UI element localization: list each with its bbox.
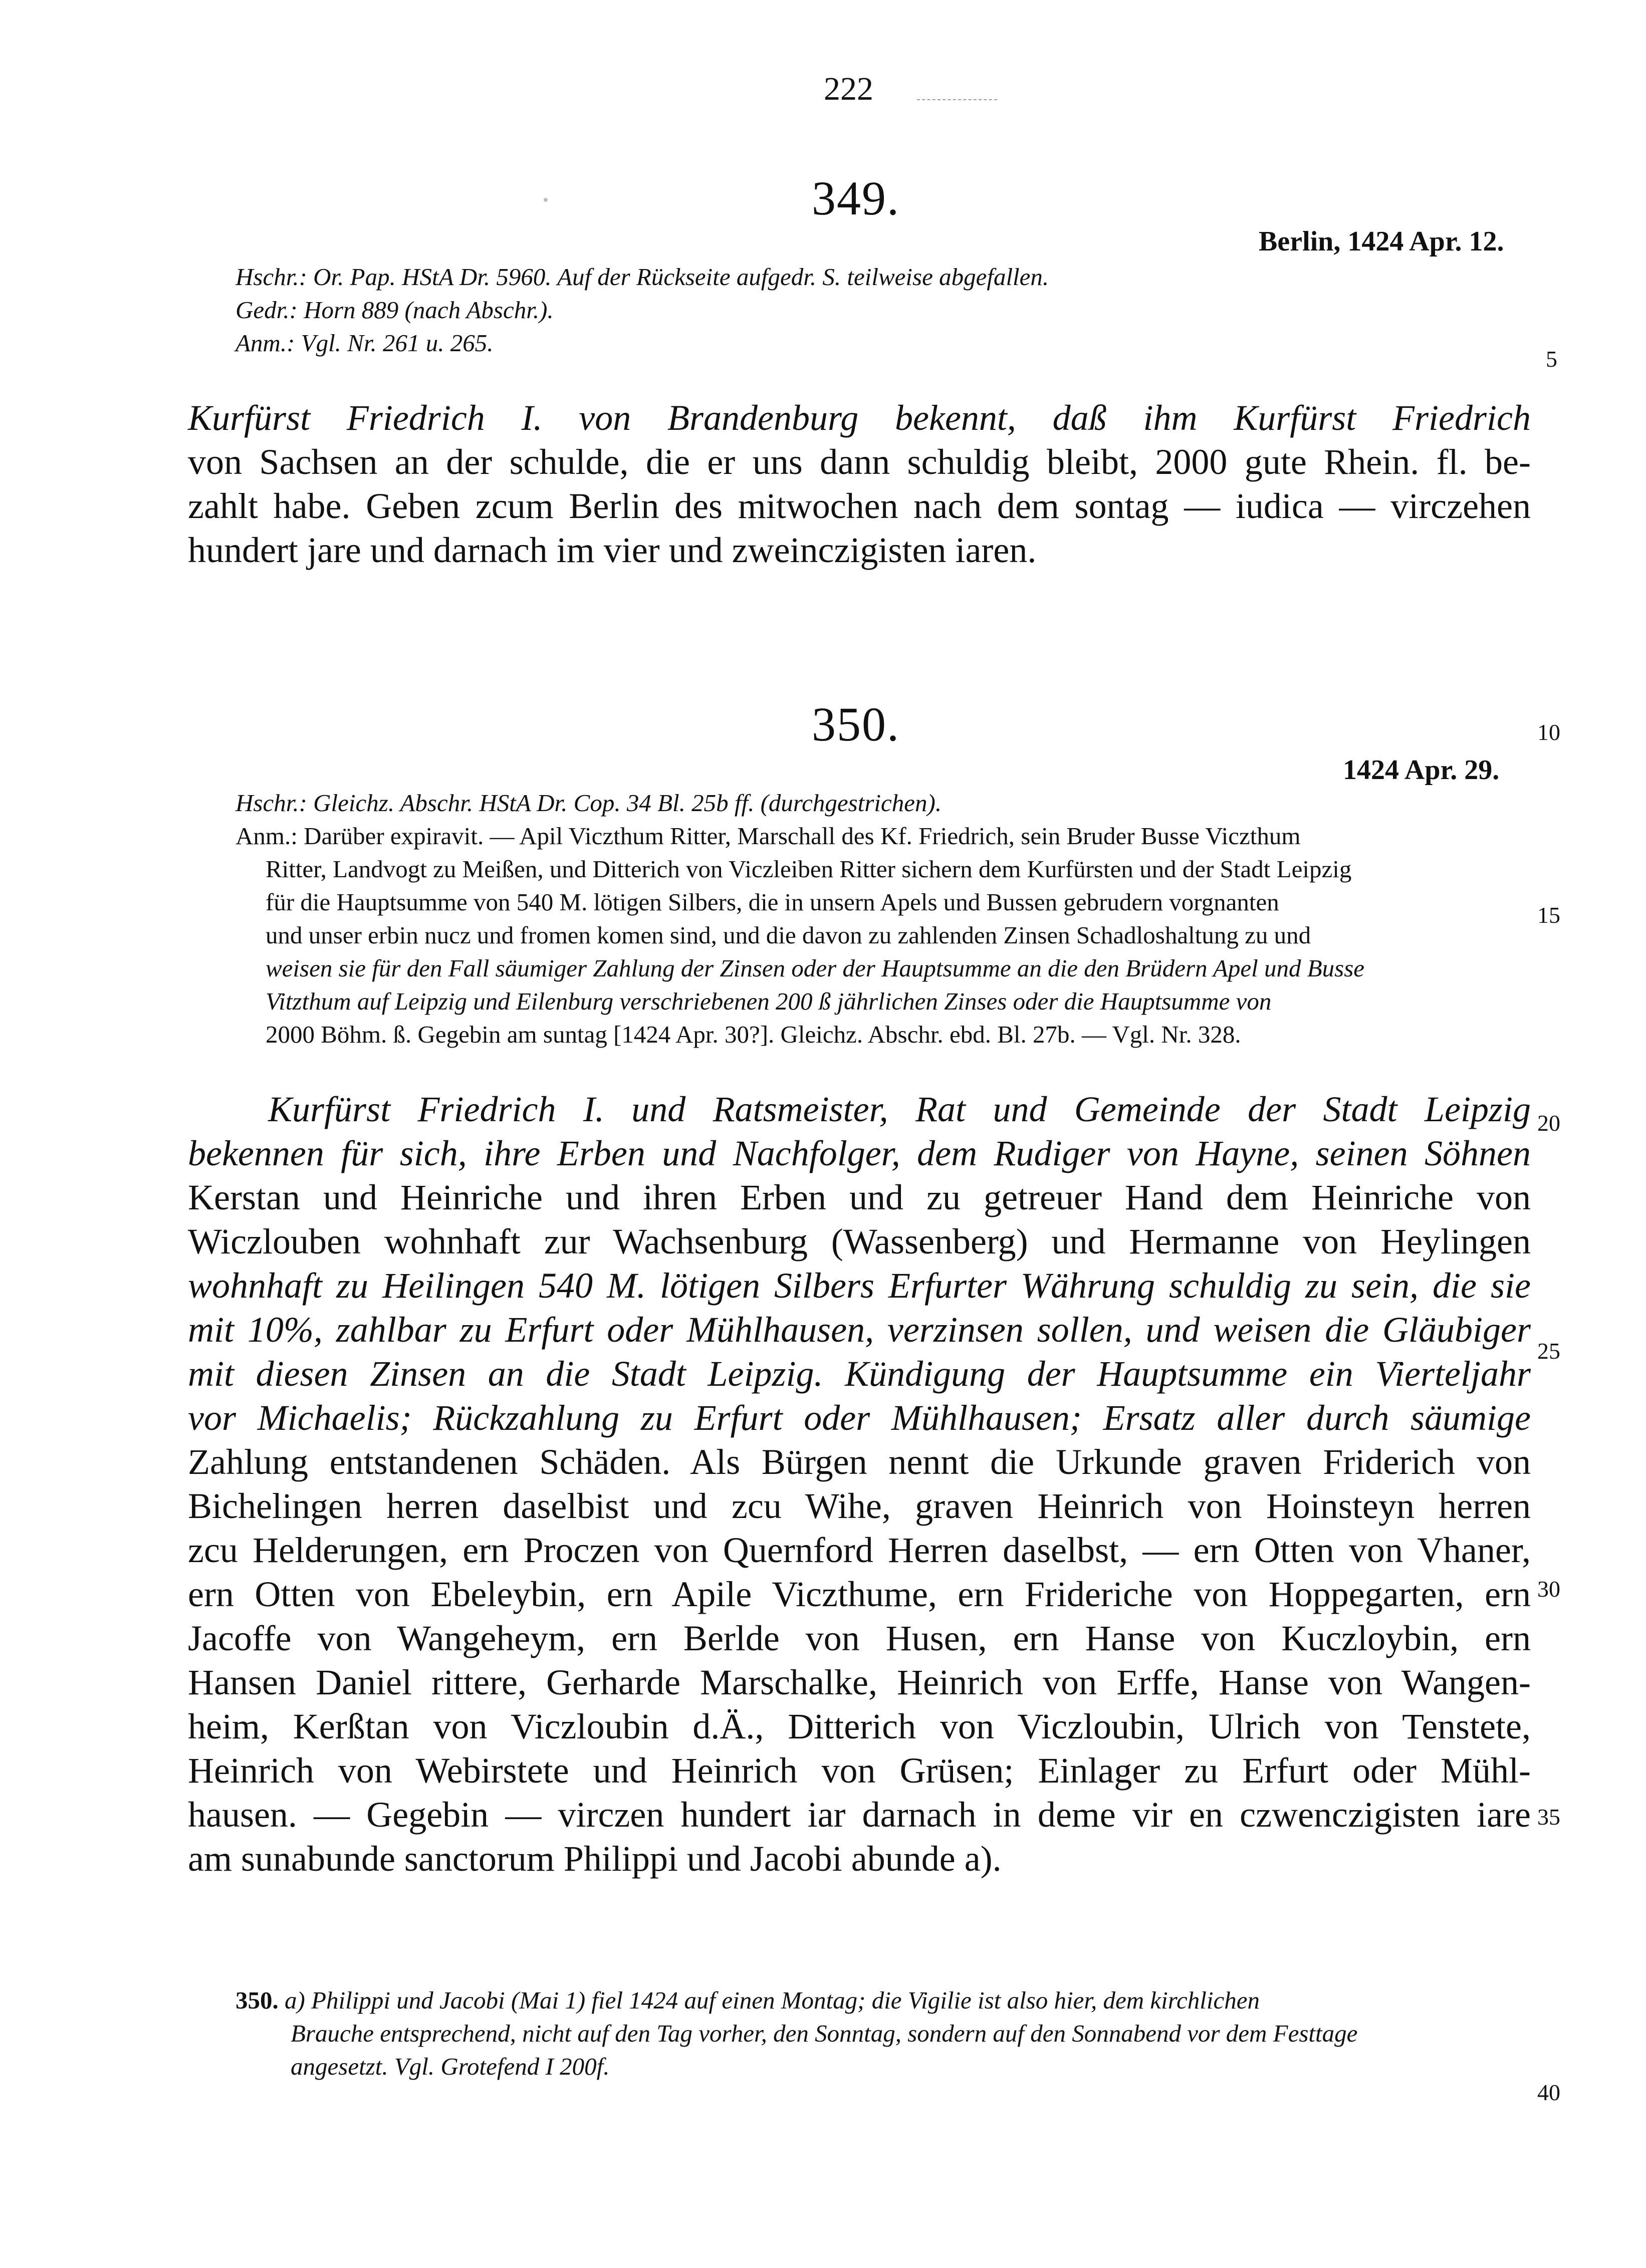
regest-line: mit diesen Zinsen an die Stadt Leipzig. Kündigung der Hauptsumme ein Vierteljahr: [188, 1354, 1531, 1394]
regest-line: Kurfürst Friedrich I. von Brandenburg bekennt, daß ihm Kurfürst Friedrich: [188, 398, 1531, 438]
footnote-line: Brauche entsprechend, nicht auf den Tag vorher, den Sonntag, sondern auf den Sonnabend vor dem Festtage: [291, 2020, 1358, 2047]
entry-349-apparatus: [236, 261, 1049, 360]
regest-line: bekennen für sich, ihre Erben und Nachfolger, dem Rudiger von Hayne, seinen Söhnen: [188, 1133, 1531, 1173]
line-number: 25: [1537, 1338, 1560, 1364]
apparatus-line: für die Hauptsumme von 540 M. lötigen Silbers, die in unsern Apels und Bussen gebrudern vorgnanten: [266, 888, 1279, 916]
regest-line: Heinrich von Webirstete und Heinrich von Grüsen; Einlager zu Erfurt oder Mühl-: [188, 1750, 1531, 1791]
regest-line: Zahlung entstandenen Schäden. Als Bürgen nennt die Urkunde graven Friderich von: [188, 1442, 1531, 1482]
entry-349-date: Berlin, 1424 Apr. 12.: [1259, 226, 1504, 257]
entry-349-number: 349.: [812, 171, 900, 225]
footnote-line: angesetzt. Vgl. Grotefend I 200f.: [291, 2053, 610, 2080]
line-number: 35: [1537, 1804, 1560, 1830]
entry-350-number: 350.: [812, 697, 900, 751]
regest-line: zcu Helderungen, ern Proczen von Quernford Herren daselbst, — ern Otten von Vhaner,: [188, 1530, 1531, 1570]
regest-line: Wiczlouben wohnhaft zur Wachsenburg (Wassenberg) und Hermanne von Heylingen: [188, 1221, 1531, 1262]
apparatus-line: Vitzthum auf Leipzig und Eilenburg verschriebenen 200 ß jährlichen Zinses oder die Hauptsumme von: [266, 987, 1272, 1015]
stray-dot: [544, 198, 548, 202]
apparatus-line: Hschr.: Or. Pap. HStA Dr. 5960. Auf der Rückseite aufgedr. S. teilweise abgefallen.: [236, 263, 1049, 291]
regest-line: Kerstan und Heinriche und ihren Erben und zu getreuer Hand dem Heinriche von: [188, 1177, 1531, 1217]
line-number: 15: [1537, 902, 1560, 928]
line-number: 40: [1537, 2080, 1560, 2105]
apparatus-line: Hschr.: Gleichz. Abschr. HStA Dr. Cop. 34 Bl. 25b ff. (durchgestrichen).: [236, 789, 942, 817]
line-number: 20: [1537, 1110, 1560, 1136]
footnote-line: 350. a) Philippi und Jacobi (Mai 1) fiel 1424 auf einen Montag; die Vigilie ist also hier, dem kirchlichen: [236, 1986, 1260, 2014]
entry-350-date: 1424 Apr. 29.: [1343, 754, 1500, 786]
line-number: 30: [1537, 1576, 1560, 1602]
apparatus-line: Gedr.: Horn 889 (nach Abschr.).: [236, 296, 554, 324]
regest-line: hausen. — Gegebin — virczen hundert iar darnach in deme vir en czwenczigisten iare: [188, 1795, 1531, 1835]
regest-line: Kurfürst Friedrich I. und Ratsmeister, Rat und Gemeinde der Stadt Leipzig: [268, 1089, 1531, 1129]
apparatus-line: weisen sie für den Fall säumiger Zahlung der Zinsen oder der Hauptsumme an die den Brüdern Apel und Busse: [266, 954, 1365, 982]
footnote: [236, 1984, 1357, 2083]
regest-line: am sunabunde sanctorum Philippi und Jacobi abunde a).: [188, 1839, 1002, 1879]
apparatus-line: Anm.: Vgl. Nr. 261 u. 265.: [236, 329, 494, 357]
page-number: 222: [824, 71, 873, 107]
apparatus-line: und unser erbin nucz und fromen komen sind, und die davon zu zahlenden Zinsen Schadloshaltung zu und: [266, 921, 1311, 949]
regest-line: mit 10%, zahlbar zu Erfurt oder Mühlhausen, verzinsen sollen, und weisen die Gläubiger: [188, 1310, 1531, 1350]
regest-line: wohnhaft zu Heilingen 540 M. lötigen Silbers Erfurter Währung schuldig zu sein, die sie: [188, 1266, 1531, 1306]
apparatus-line: 2000 Böhm. ß. Gegebin am suntag [1424 Apr. 30?]. Gleichz. Abschr. ebd. Bl. 27b. — Vgl. Nr. 328.: [266, 1021, 1241, 1048]
entry-349-regest: [188, 396, 1531, 572]
regest-line: hundert jare und darnach im vier und zweinczigisten iaren.: [188, 530, 1037, 570]
regest-line: Bichelingen herren daselbist und zcu Wihe, graven Heinrich von Hoinsteyn herren: [188, 1486, 1531, 1526]
apparatus-line: Anm.: Darüber expiravit. — Apil Viczthum Ritter, Marschall des Kf. Friedrich, sein Bruder Busse Viczthum: [236, 822, 1301, 850]
apparatus-line: Ritter, Landvogt zu Meißen, und Ditterich von Viczleiben Ritter sichern dem Kurfürsten und der Stadt Leipzig: [266, 855, 1352, 883]
regest-line: zahlt habe. Geben zcum Berlin des mitwochen nach dem sontag — iudica — virczehen: [188, 486, 1531, 526]
regest-line: heim, Kerßtan von Viczloubin d.Ä., Ditterich von Viczloubin, Ulrich von Tenstete,: [188, 1706, 1531, 1746]
header-rule: [917, 99, 997, 100]
footnote-label: 350.: [236, 1986, 279, 2014]
line-number: 10: [1537, 719, 1560, 745]
regest-line: Jacoffe von Wangeheym, ern Berlde von Husen, ern Hanse von Kuczloybin, ern: [188, 1618, 1531, 1658]
regest-line: ern Otten von Ebeleybin, ern Apile Viczthume, ern Frideriche von Hoppegarten, ern: [188, 1574, 1531, 1614]
regest-line: Hansen Daniel rittere, Gerharde Marschalke, Heinrich von Erffe, Hanse von Wangen-: [188, 1662, 1531, 1702]
regest-line: vor Michaelis; Rückzahlung zu Erfurt oder Mühlhausen; Ersatz aller durch säumige: [188, 1398, 1531, 1438]
regest-line: von Sachsen an der schulde, die er uns dann schuldig bleibt, 2000 gute Rhein. fl. be-: [188, 442, 1531, 482]
entry-350-apparatus: [236, 787, 1364, 1051]
entry-350-regest: [188, 1087, 1531, 1881]
line-number: 5: [1546, 346, 1557, 372]
